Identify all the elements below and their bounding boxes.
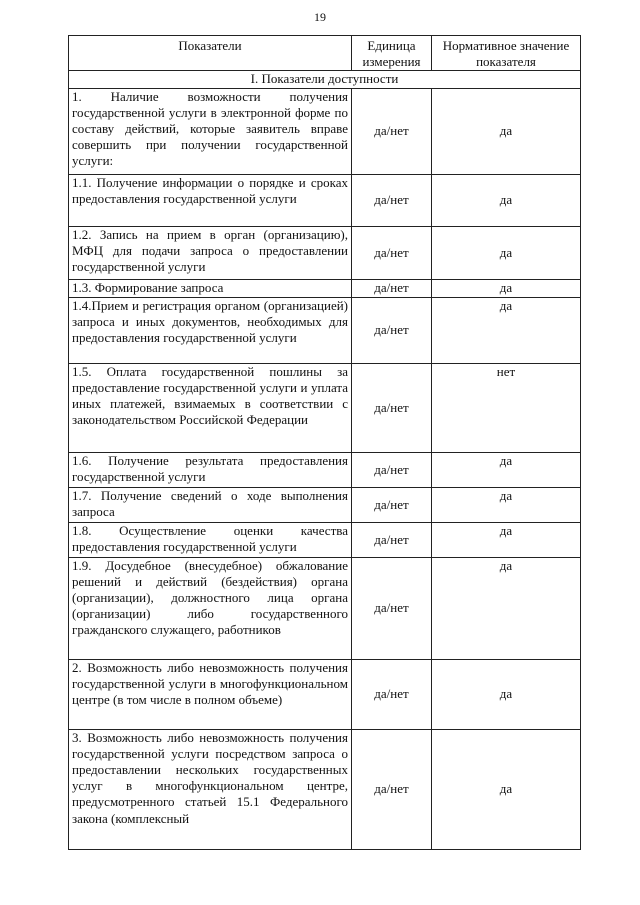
table-row <box>69 279 581 297</box>
header-normative-value: Нормативное значение показателя <box>432 36 581 71</box>
table-row <box>69 297 581 363</box>
table-row <box>69 557 581 659</box>
indicator-cell: 1.3. Формирование запроса <box>69 279 352 297</box>
unit-cell: да/нет <box>352 279 432 297</box>
indicator-cell: 1. Наличие возможности получения государственной услуги в электронной форме по составу действий, которые заявитель вправе совершить при получении государственной услуги: <box>69 88 352 174</box>
unit-cell: да/нет <box>352 729 432 849</box>
table-header-row <box>69 36 581 71</box>
section-row <box>69 71 581 88</box>
indicator-cell: 2. Возможность либо невозможность получения государственной услуги в многофункциональном центре (в том числе в полном объеме) <box>69 659 352 729</box>
unit-cell: да/нет <box>352 557 432 659</box>
unit-cell: да/нет <box>352 297 432 363</box>
value-cell: да <box>432 452 581 487</box>
indicator-cell: 3. Возможность либо невозможность получения государственной услуги посредством запроса о предоставлении нескольких государственных услуг в многофункциональном центре, предусмотренного статьей 15.1 Федерального закона (комплексный <box>69 729 352 849</box>
unit-cell: да/нет <box>352 363 432 452</box>
unit-cell: да/нет <box>352 88 432 174</box>
value-cell: да <box>432 297 581 363</box>
value-cell: да <box>432 279 581 297</box>
unit-cell: да/нет <box>352 659 432 729</box>
value-cell: да <box>432 557 581 659</box>
table-row <box>69 487 581 522</box>
table-row <box>69 522 581 557</box>
section-title: I. Показатели доступности <box>69 71 581 88</box>
value-cell: да <box>432 659 581 729</box>
header-unit: Единица измерения <box>352 36 432 71</box>
unit-cell: да/нет <box>352 174 432 226</box>
unit-cell: да/нет <box>352 487 432 522</box>
indicator-cell: 1.5. Оплата государственной пошлины за предоставление государственной услуги и уплата иных платежей, взимаемых в соответствии с законодательством Российской Федерации <box>69 363 352 452</box>
value-cell: да <box>432 174 581 226</box>
table-row <box>69 363 581 452</box>
value-cell: да <box>432 88 581 174</box>
header-indicators: Показатели <box>69 36 352 71</box>
indicator-cell: 1.1. Получение информации о порядке и сроках предоставления государственной услуги <box>69 174 352 226</box>
unit-cell: да/нет <box>352 522 432 557</box>
indicator-cell: 1.7. Получение сведений о ходе выполнения запроса <box>69 487 352 522</box>
value-cell: да <box>432 226 581 279</box>
table-row <box>69 174 581 226</box>
indicator-cell: 1.6. Получение результата предоставления государственной услуги <box>69 452 352 487</box>
table-row <box>69 729 581 849</box>
value-cell: да <box>432 487 581 522</box>
indicator-cell: 1.2. Запись на прием в орган (организацию), МФЦ для подачи запроса о предоставлении государственной услуги <box>69 226 352 279</box>
indicator-cell: 1.4.Прием и регистрация органом (организацией) запроса и иных документов, необходимых для предоставления государственной услуги <box>69 297 352 363</box>
table-row <box>69 659 581 729</box>
table-row <box>69 88 581 174</box>
indicators-table <box>68 35 581 850</box>
value-cell: да <box>432 522 581 557</box>
indicator-cell: 1.8. Осуществление оценки качества предоставления государственной услуги <box>69 522 352 557</box>
unit-cell: да/нет <box>352 226 432 279</box>
value-cell: нет <box>432 363 581 452</box>
table-row <box>69 226 581 279</box>
value-cell: да <box>432 729 581 849</box>
table-row <box>69 452 581 487</box>
unit-cell: да/нет <box>352 452 432 487</box>
indicator-cell: 1.9. Досудебное (внесудебное) обжалование решений и действий (бездействия) органа (организации), должностного лица органа (организации) либо государственного гражданского служащего, работников <box>69 557 352 659</box>
page-number: 19 <box>314 10 326 24</box>
